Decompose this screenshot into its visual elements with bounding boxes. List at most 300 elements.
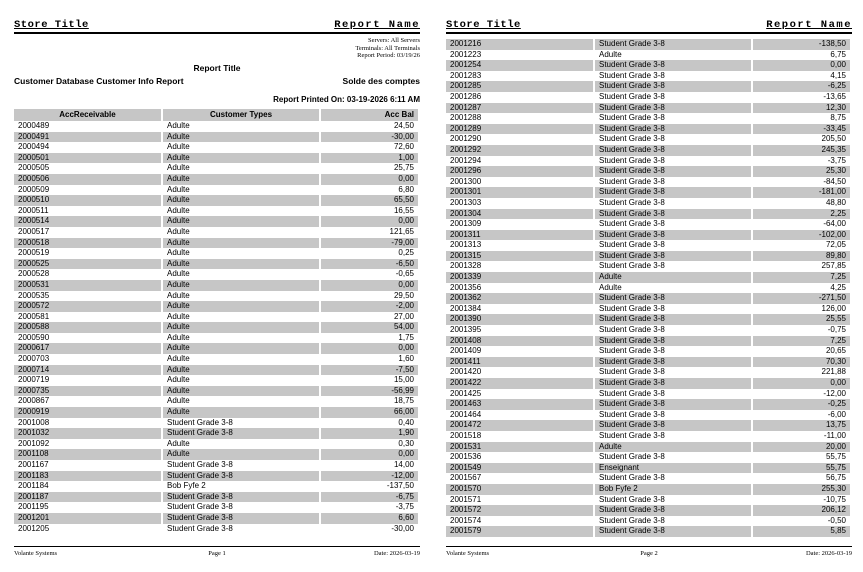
acc-bal-cell: -7,50 <box>321 365 418 376</box>
table-row <box>446 325 852 336</box>
accreceivable-cell: 2000517 <box>18 226 50 236</box>
customer-type-cell: Adulte <box>163 174 319 185</box>
acc-bal-cell: 25,55 <box>753 314 850 325</box>
customer-type-cell: Adulte <box>163 280 319 291</box>
accreceivable-cell: 2000590 <box>18 332 50 342</box>
acc-bal-cell: -6,00 <box>827 409 846 419</box>
customer-type-cell: Adulte <box>595 442 751 453</box>
acc-bal-cell: 6,80 <box>398 184 414 194</box>
table-row <box>14 365 420 376</box>
accreceivable-cell: 2001201 <box>14 513 161 524</box>
report-page-1 <box>0 0 431 572</box>
table-row <box>446 378 852 389</box>
acc-bal-cell: 13,75 <box>753 420 850 431</box>
acc-bal-cell: 1,90 <box>321 428 418 439</box>
acc-bal-cell: -6,75 <box>321 492 418 503</box>
acc-bal-cell: -137,50 <box>386 481 414 491</box>
footer-date: Date: 2026-03-19 <box>373 550 420 557</box>
page-footer <box>446 546 852 557</box>
acc-bal-cell: 1,60 <box>398 354 414 364</box>
accreceivable-cell: 2001286 <box>450 91 482 101</box>
acc-bal-cell: -30,00 <box>391 523 414 533</box>
table-body <box>14 121 420 534</box>
customer-type-cell: Student Grade 3-8 <box>599 176 665 186</box>
accreceivable-cell: 2001290 <box>450 134 482 144</box>
customer-type-cell: Bob Fyfe 2 <box>167 481 206 491</box>
customer-type-cell: Adulte <box>167 142 190 152</box>
table-row <box>446 357 852 368</box>
table-row <box>446 134 852 145</box>
customer-type-cell: Enseignant <box>595 463 751 474</box>
accreceivable-cell: 2000703 <box>18 354 50 364</box>
accreceivable-cell: 2001288 <box>450 113 482 123</box>
accreceivable-cell: 2001395 <box>450 325 482 335</box>
table-row <box>14 375 420 386</box>
acc-bal-cell: 25,30 <box>753 166 850 177</box>
acc-bal-cell: -3,75 <box>395 502 414 512</box>
acc-bal-cell: 54,00 <box>321 322 418 333</box>
footer-date: Date: 2026-03-19 <box>805 550 852 557</box>
acc-bal-cell: 89,80 <box>753 251 850 262</box>
table-row <box>446 39 852 50</box>
accreceivable-cell: 2000506 <box>14 174 161 185</box>
customer-type-cell: Adulte <box>167 396 190 406</box>
table-row <box>14 471 420 482</box>
table-row <box>446 261 852 272</box>
accreceivable-cell: 2000501 <box>14 153 161 164</box>
table-row <box>446 336 852 347</box>
acc-bal-cell: 0,30 <box>398 438 414 448</box>
acc-bal-cell: 48,80 <box>825 197 846 207</box>
customer-type-cell: Student Grade 3-8 <box>595 420 751 431</box>
accreceivable-cell: 2001008 <box>18 417 50 427</box>
customer-type-cell: Student Grade 3-8 <box>599 430 665 440</box>
table-header-row <box>14 109 420 122</box>
accreceivable-cell: 2001518 <box>450 430 482 440</box>
table-row <box>446 187 852 198</box>
customer-type-cell: Student Grade 3-8 <box>599 473 665 483</box>
report-subtitle-right: Solde des comptes <box>342 75 420 86</box>
customer-type-cell: Student Grade 3-8 <box>595 39 751 50</box>
customer-type-cell: Adulte <box>167 184 190 194</box>
acc-bal-cell: 2,25 <box>753 209 850 220</box>
acc-bal-cell: -12,00 <box>321 471 418 482</box>
customer-type-cell: Adulte <box>167 354 190 364</box>
customer-type-cell: Adulte <box>167 332 190 342</box>
accreceivable-cell: 2001536 <box>450 452 482 462</box>
table-row <box>446 495 852 506</box>
table-row <box>446 283 852 294</box>
acc-bal-cell: 25,75 <box>393 163 414 173</box>
acc-bal-cell: 205,50 <box>821 134 846 144</box>
acc-bal-cell: 1,75 <box>398 332 414 342</box>
column-header-customer-types: Customer Types <box>163 109 319 122</box>
customer-type-cell: Adulte <box>163 407 319 418</box>
acc-bal-cell: -12,00 <box>823 388 846 398</box>
acc-bal-cell: -0,50 <box>827 515 846 525</box>
customer-type-cell: Student Grade 3-8 <box>163 492 319 503</box>
customer-type-cell: Student Grade 3-8 <box>595 124 751 135</box>
customer-type-cell: Student Grade 3-8 <box>599 303 665 313</box>
customer-type-cell: Adulte <box>167 205 190 215</box>
accreceivable-cell: 2001216 <box>446 39 593 50</box>
accreceivable-cell: 2000505 <box>18 163 50 173</box>
customer-type-cell: Student Grade 3-8 <box>167 502 233 512</box>
table-row <box>446 399 852 410</box>
customer-type-cell: Adulte <box>167 438 190 448</box>
accreceivable-cell: 2001339 <box>446 272 593 283</box>
table-row <box>14 132 420 143</box>
acc-bal-cell: -11,00 <box>823 430 846 440</box>
accreceivable-cell: 2001422 <box>446 378 593 389</box>
customer-type-cell: Student Grade 3-8 <box>599 113 665 123</box>
acc-bal-cell: 0,40 <box>398 417 414 427</box>
accreceivable-cell: 2001287 <box>446 103 593 114</box>
acc-bal-cell: 8,75 <box>830 113 846 123</box>
table-row <box>14 174 420 185</box>
acc-bal-cell: 70,30 <box>753 357 850 368</box>
customer-type-cell: Student Grade 3-8 <box>599 346 665 356</box>
customer-type-cell: Adulte <box>595 272 751 283</box>
customer-type-cell: Student Grade 3-8 <box>167 523 233 533</box>
customer-type-cell: Adulte <box>163 238 319 249</box>
acc-bal-cell: 0,00 <box>321 343 418 354</box>
table-row <box>14 163 420 174</box>
acc-bal-cell: 4,15 <box>830 70 846 80</box>
accreceivable-cell: 2001579 <box>446 526 593 537</box>
accreceivable-cell: 2000735 <box>14 386 161 397</box>
acc-bal-cell: -181,00 <box>753 187 850 198</box>
acc-bal-cell: 0,00 <box>753 60 850 71</box>
table-row <box>14 153 420 164</box>
customer-type-cell: Adulte <box>167 163 190 173</box>
acc-bal-cell: 27,00 <box>393 311 414 321</box>
customer-type-cell: Student Grade 3-8 <box>599 452 665 462</box>
accreceivable-cell: 2001384 <box>450 303 482 313</box>
table-row <box>446 484 852 495</box>
acc-bal-cell: 16,55 <box>393 205 414 215</box>
accreceivable-cell: 2001571 <box>450 494 482 504</box>
customer-type-cell: Bob Fyfe 2 <box>595 484 751 495</box>
accreceivable-cell: 2001362 <box>446 293 593 304</box>
acc-bal-cell: -13,65 <box>823 91 846 101</box>
accreceivable-cell: 2001289 <box>446 124 593 135</box>
table-row <box>446 367 852 378</box>
customer-type-cell: Student Grade 3-8 <box>595 378 751 389</box>
footer-page-number: Page 2 <box>640 550 658 557</box>
table-row <box>14 280 420 291</box>
table-row <box>446 209 852 220</box>
accreceivable-cell: 2001315 <box>446 251 593 262</box>
accreceivable-cell: 2001408 <box>446 336 593 347</box>
table-row <box>14 524 420 535</box>
table-row <box>446 505 852 516</box>
acc-bal-cell: 20,00 <box>753 442 850 453</box>
customer-type-cell: Student Grade 3-8 <box>599 240 665 250</box>
accreceivable-cell: 2000528 <box>18 269 50 279</box>
table-row <box>14 428 420 439</box>
page-footer <box>14 546 420 557</box>
acc-bal-cell: 14,00 <box>393 460 414 469</box>
customer-type-cell: Adulte <box>163 153 319 164</box>
customer-type-cell: Adulte <box>163 365 319 376</box>
customer-type-cell: Adulte <box>167 311 190 321</box>
acc-bal-cell: -138,50 <box>753 39 850 50</box>
report-table <box>14 109 420 535</box>
customer-type-cell: Student Grade 3-8 <box>595 336 751 347</box>
table-row <box>14 121 420 132</box>
acc-bal-cell: 0,00 <box>321 280 418 291</box>
customer-type-cell: Adulte <box>163 343 319 354</box>
table-row <box>446 431 852 442</box>
customer-type-cell: Student Grade 3-8 <box>595 526 751 537</box>
accreceivable-cell: 2000525 <box>14 259 161 270</box>
accreceivable-cell: 2001223 <box>450 49 482 59</box>
customer-type-cell: Student Grade 3-8 <box>599 388 665 398</box>
accreceivable-cell: 2001463 <box>446 399 593 410</box>
customer-type-cell: Adulte <box>599 282 622 292</box>
acc-bal-cell: 55,75 <box>753 463 850 474</box>
accreceivable-cell: 2001304 <box>446 209 593 220</box>
customer-type-cell: Student Grade 3-8 <box>599 325 665 335</box>
acc-bal-cell: 56,75 <box>825 473 846 483</box>
table-row <box>446 346 852 357</box>
customer-type-cell: Adulte <box>163 259 319 270</box>
table-row <box>446 240 852 251</box>
customer-type-cell: Student Grade 3-8 <box>595 505 751 516</box>
accreceivable-cell: 2001292 <box>446 145 593 156</box>
table-row <box>14 502 420 513</box>
accreceivable-cell: 2001313 <box>450 240 482 250</box>
acc-bal-cell: 6,60 <box>321 513 418 524</box>
table-row <box>446 92 852 103</box>
table-row <box>14 354 420 365</box>
table-body <box>446 39 852 537</box>
accreceivable-cell: 2000510 <box>14 195 161 206</box>
table-row <box>14 248 420 259</box>
table-row <box>14 513 420 524</box>
acc-bal-cell: 121,65 <box>389 226 414 236</box>
accreceivable-cell: 2000919 <box>14 407 161 418</box>
acc-bal-cell: 72,60 <box>393 142 414 152</box>
accreceivable-cell: 2001425 <box>450 388 482 398</box>
accreceivable-cell: 2000617 <box>14 343 161 354</box>
acc-bal-cell: 15,00 <box>393 375 414 385</box>
report-table <box>446 39 852 537</box>
table-row <box>14 418 420 429</box>
report-meta <box>14 37 420 60</box>
accreceivable-cell: 2001184 <box>18 481 49 491</box>
store-title: Store Title <box>446 19 521 31</box>
customer-type-cell: Student Grade 3-8 <box>599 367 665 377</box>
acc-bal-cell: -56,99 <box>321 386 418 397</box>
customer-type-cell: Adulte <box>163 322 319 333</box>
customer-type-cell: Student Grade 3-8 <box>599 494 665 504</box>
footer-company: Volante Systems <box>14 550 58 557</box>
accreceivable-cell: 2000719 <box>18 375 50 385</box>
table-row <box>14 312 420 323</box>
accreceivable-cell: 2001092 <box>18 438 50 448</box>
acc-bal-cell: -6,25 <box>753 81 850 92</box>
acc-bal-cell: 0,25 <box>398 248 414 258</box>
customer-type-cell: Student Grade 3-8 <box>599 409 665 419</box>
meta-servers: Servers: All Servers <box>368 37 420 44</box>
table-row <box>446 166 852 177</box>
table-row <box>446 526 852 537</box>
customer-type-cell: Student Grade 3-8 <box>595 103 751 114</box>
table-row <box>446 293 852 304</box>
table-row <box>446 389 852 400</box>
accreceivable-cell: 2000489 <box>18 121 50 130</box>
customer-type-cell: Student Grade 3-8 <box>595 251 751 262</box>
acc-bal-cell: 0,00 <box>321 216 418 227</box>
acc-bal-cell: -3,75 <box>827 155 846 165</box>
table-row <box>14 195 420 206</box>
table-row <box>14 396 420 407</box>
acc-bal-cell: -64,00 <box>823 219 846 229</box>
accreceivable-cell: 2001032 <box>14 428 161 439</box>
accreceivable-cell: 2001464 <box>450 409 482 419</box>
table-row <box>14 291 420 302</box>
customer-type-cell: Adulte <box>167 375 190 385</box>
accreceivable-cell: 2001420 <box>450 367 482 377</box>
acc-bal-cell: -0,65 <box>395 269 414 279</box>
acc-bal-cell: -79,00 <box>321 238 418 249</box>
accreceivable-cell: 2000588 <box>14 322 161 333</box>
acc-bal-cell: 0,00 <box>753 378 850 389</box>
customer-type-cell: Adulte <box>167 248 190 258</box>
table-row <box>446 410 852 421</box>
acc-bal-cell: 245,35 <box>753 145 850 156</box>
table-row <box>446 230 852 241</box>
accreceivable-cell: 2001108 <box>14 449 161 460</box>
acc-bal-cell: 24,50 <box>393 121 414 130</box>
accreceivable-cell: 2001183 <box>14 471 161 482</box>
accreceivable-cell: 2001574 <box>450 515 482 525</box>
table-row <box>14 386 420 397</box>
customer-type-cell: Student Grade 3-8 <box>595 187 751 198</box>
accreceivable-cell: 2000581 <box>18 311 50 321</box>
table-row <box>14 238 420 249</box>
accreceivable-cell: 2001572 <box>446 505 593 516</box>
acc-bal-cell: 55,75 <box>825 452 846 462</box>
customer-type-cell: Student Grade 3-8 <box>595 314 751 325</box>
acc-bal-cell: -33,45 <box>753 124 850 135</box>
table-row <box>446 198 852 209</box>
table-row <box>446 113 852 124</box>
table-row <box>14 216 420 227</box>
acc-bal-cell: 1,00 <box>321 153 418 164</box>
acc-bal-cell: -102,00 <box>753 230 850 241</box>
acc-bal-cell: 0,00 <box>321 174 418 185</box>
report-title: Report Title <box>193 62 241 73</box>
acc-bal-cell: -0,75 <box>827 325 846 335</box>
table-row <box>14 206 420 217</box>
customer-type-cell: Student Grade 3-8 <box>599 515 665 525</box>
accreceivable-cell: 2001205 <box>18 523 50 533</box>
table-row <box>446 473 852 484</box>
acc-bal-cell: 65,50 <box>321 195 418 206</box>
customer-type-cell: Student Grade 3-8 <box>163 471 319 482</box>
acc-bal-cell: 20,65 <box>825 346 846 356</box>
table-row <box>446 272 852 283</box>
customer-type-cell: Adulte <box>167 121 190 130</box>
table-row <box>446 81 852 92</box>
table-row <box>14 227 420 238</box>
table-row <box>14 142 420 153</box>
acc-bal-cell: 7,25 <box>753 272 850 283</box>
customer-type-cell: Student Grade 3-8 <box>595 145 751 156</box>
table-row <box>14 407 420 418</box>
table-row <box>446 103 852 114</box>
customer-type-cell: Student Grade 3-8 <box>163 513 319 524</box>
acc-bal-cell: -0,25 <box>753 399 850 410</box>
table-row <box>446 314 852 325</box>
customer-type-cell: Adulte <box>163 301 319 312</box>
accreceivable-cell: 2001567 <box>450 473 482 483</box>
accreceivable-cell: 2000572 <box>14 301 161 312</box>
customer-type-cell: Adulte <box>163 386 319 397</box>
table-row <box>446 219 852 230</box>
report-page-2 <box>432 0 863 572</box>
table-row <box>14 259 420 270</box>
accreceivable-cell: 2000511 <box>18 205 49 215</box>
accreceivable-cell: 2000714 <box>14 365 161 376</box>
customer-type-cell: Student Grade 3-8 <box>599 134 665 144</box>
acc-bal-cell: 257,85 <box>821 261 846 271</box>
accreceivable-cell: 2000509 <box>18 184 50 194</box>
customer-type-cell: Student Grade 3-8 <box>599 70 665 80</box>
table-row <box>14 460 420 471</box>
customer-type-cell: Student Grade 3-8 <box>599 155 665 165</box>
table-row <box>446 463 852 474</box>
table-row <box>446 60 852 71</box>
footer-page-number: Page 1 <box>208 550 226 557</box>
table-row <box>14 185 420 196</box>
acc-bal-cell: -2,00 <box>321 301 418 312</box>
customer-type-cell: Student Grade 3-8 <box>595 166 751 177</box>
customer-type-cell: Student Grade 3-8 <box>163 428 319 439</box>
report-name: Report Name <box>334 19 420 31</box>
accreceivable-cell: 2000494 <box>18 142 50 152</box>
accreceivable-cell: 2001472 <box>446 420 593 431</box>
accreceivable-cell: 2001301 <box>446 187 593 198</box>
customer-type-cell: Adulte <box>163 216 319 227</box>
customer-type-cell: Student Grade 3-8 <box>595 209 751 220</box>
table-row <box>14 322 420 333</box>
accreceivable-cell: 2001294 <box>450 155 482 165</box>
accreceivable-cell: 2001296 <box>446 166 593 177</box>
table-row <box>14 343 420 354</box>
customer-type-cell: Student Grade 3-8 <box>167 417 233 427</box>
accreceivable-cell: 2001187 <box>14 492 161 503</box>
table-row <box>446 304 852 315</box>
accreceivable-cell: 2001411 <box>446 357 593 368</box>
acc-bal-cell: -84,50 <box>823 176 846 186</box>
accreceivable-cell: 2001570 <box>446 484 593 495</box>
report-name: Report Name <box>766 19 852 31</box>
accreceivable-cell: 2000531 <box>14 280 161 291</box>
accreceivable-cell: 2001195 <box>18 502 49 512</box>
acc-bal-cell: 66,00 <box>321 407 418 418</box>
column-header-acc-bal: Acc Bal <box>321 109 418 122</box>
table-row <box>446 516 852 527</box>
customer-type-cell: Adulte <box>163 132 319 143</box>
acc-bal-cell: 7,25 <box>753 336 850 347</box>
customer-type-cell: Student Grade 3-8 <box>599 219 665 229</box>
customer-type-cell: Adulte <box>599 49 622 59</box>
acc-bal-cell: 221,88 <box>821 367 846 377</box>
